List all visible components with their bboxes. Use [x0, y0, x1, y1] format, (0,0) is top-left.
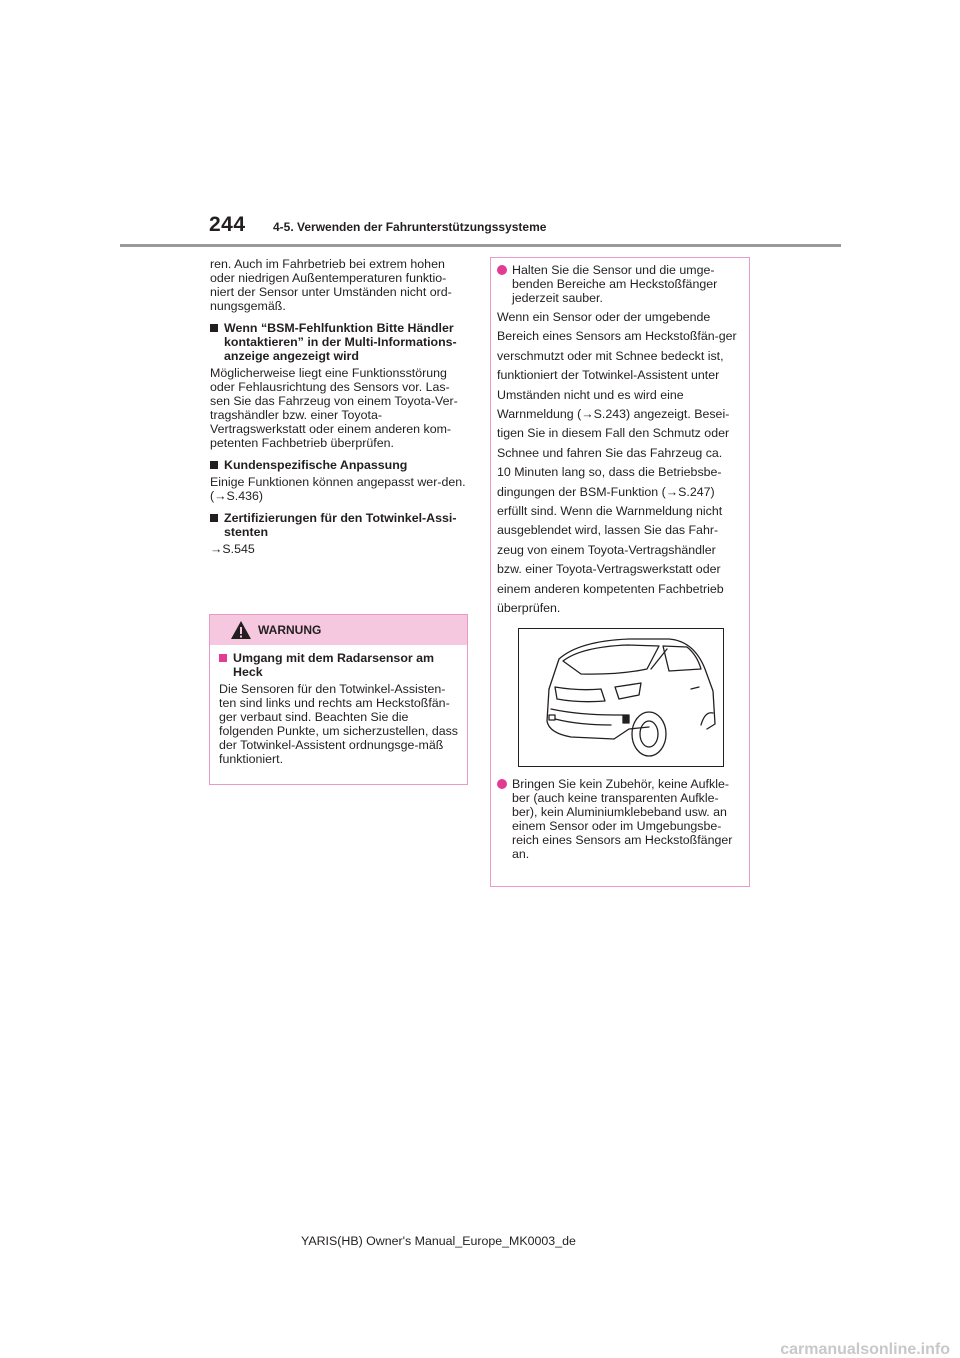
warning-text: Die Sensoren für den Totwinkel-Assisten-ten sind links und rechts am Heckstoßfän-ger verbaut sind. Beachten Sie die folgenden Punkte, um sicherzustellen, dass der Totwinkel-Assistent ordnungsge-mäß funktioniert.: [219, 682, 459, 766]
bullet-text: Bringen Sie kein Zubehör, keine Aufkle-ber (auch keine transparenten Aufkle-ber), kein Aluminiumklebeband usw. an einem Sensor oder im Umgebungsbe-reich eines Sensors am Heckstoßfänger an.: [512, 776, 733, 861]
section-heading-bsm-malfunction: [210, 321, 468, 363]
round-bullet-icon: [497, 779, 507, 789]
section-heading-text: Wenn “BSM-Fehlfunktion Bitte Händler kontaktieren” in der Multi-Informations-anzeige angezeigt wird: [224, 321, 457, 363]
section-text: Einige Funktionen können angepasst wer-den. (→S.436): [210, 475, 466, 503]
intro-text: ren. Auch im Fahrbetrieb bei extrem hohen oder niedrigen Außentemperaturen funktio-niert der Sensor unter Umständen nicht ord-nungsgemäß.: [210, 257, 452, 313]
bullet-no-accessories: [497, 777, 739, 861]
footer-document-id: YARIS(HB) Owner's Manual_Europe_MK0003_de: [301, 1234, 576, 1248]
warning-heading: [219, 651, 458, 679]
section-heading-certifications: [210, 511, 468, 539]
section-title: 4-5. Verwenden der Fahrunterstützungssysteme: [273, 220, 547, 234]
car-rear-icon: [519, 629, 723, 766]
warning-header: [210, 615, 467, 645]
left-column: [210, 257, 468, 564]
round-bullet-icon: [497, 265, 507, 275]
warning-heading-text: Umgang mit dem Radarsensor am Heck: [233, 651, 435, 679]
bullet-keep-clean: [497, 263, 739, 305]
dirty-sensor-paragraph: Wenn ein Sensor oder der umgebende Bereich eines Sensors am Heckstoßfän-ger verschmutzt oder mit Schnee bedeckt ist, funktioniert der Totwinkel-Assistent unter Umständen nicht und es wird eine Warnmeldung (→S.243) angezeigt. Besei-tigen Sie in diesem Fall den Schmutz oder Schnee und fahren Sie das Fahrzeug ca. 10 Minuten lang so, dass die Betriebsbe-dingungen der BSM-Funktion (→S.247) erfüllt sind. Wenn die Warnmeldung nicht ausgeblendet wird, lassen Sie das Fahr-zeug von einem Toyota-Vertragshändler bzw. einer Toyota-Vertragswerkstatt oder einem anderen kompetenten Fachbetrieb überprüfen.: [497, 310, 737, 616]
bullet-text: Halten Sie die Sensor und die umge-benden Bereiche am Heckstoßfänger jederzeit sauber.: [512, 263, 718, 305]
square-bullet-icon: [219, 654, 227, 662]
section-heading-text: Kundenspezifische Anpassung: [224, 458, 408, 472]
notice-box: [490, 257, 750, 887]
section-heading-customization: [210, 458, 468, 472]
header-rule: [120, 244, 841, 247]
watermark-logo: [0, 1338, 960, 1358]
section-text: Möglicherweise liegt eine Funktionsstörung oder Fehlausrichtung des Sensors vor. Las-sen Sie das Fahrzeug von einem Toyota-Ver-tragshändler bzw. einer Toyota-Vertragswerkstatt oder einem anderen kom-petenten Fachbetrieb überprüfen.: [210, 366, 458, 450]
rear-bumper-sensor-illustration: [518, 628, 724, 767]
warning-body: [210, 645, 467, 766]
page-number: 244: [209, 213, 246, 236]
square-bullet-icon: [210, 514, 218, 522]
square-bullet-icon: [210, 461, 218, 469]
warning-label: WARNUNG: [258, 623, 322, 637]
section-heading-text: Zertifizierungen für den Totwinkel-Assi-stenten: [224, 511, 457, 539]
warning-triangle-icon: [230, 620, 252, 640]
section-text: →S.545: [210, 542, 255, 556]
warning-box: [209, 614, 468, 785]
watermark-text: carmanualsonline.info: [780, 1341, 950, 1358]
square-bullet-icon: [210, 324, 218, 332]
